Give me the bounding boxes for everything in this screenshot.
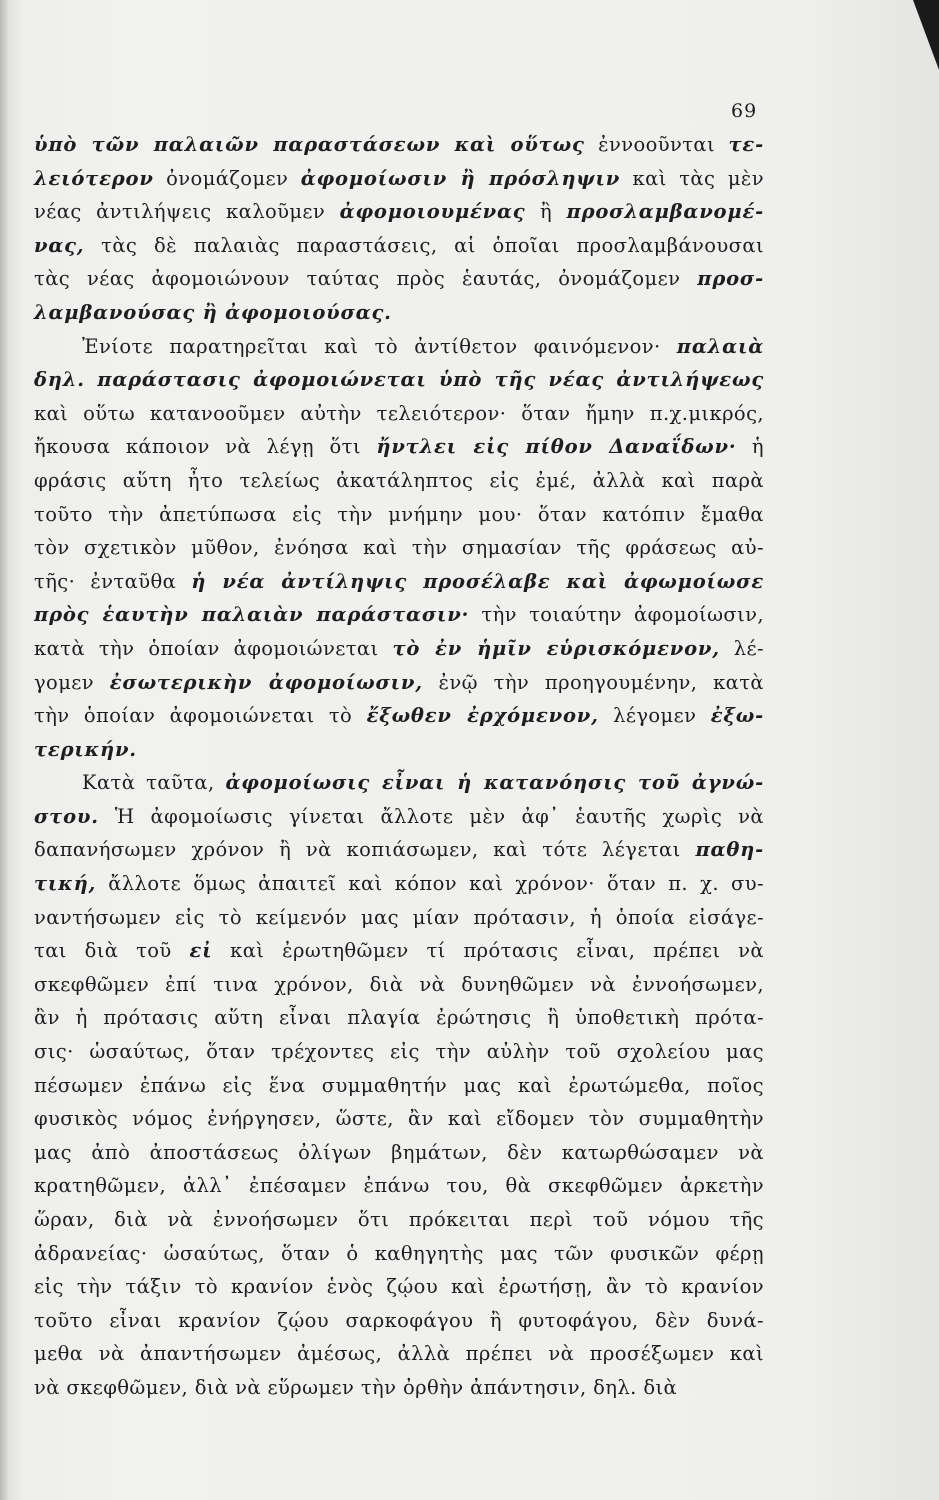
emphasis-run: ἀφομοιουμένας xyxy=(339,200,526,224)
text-run: ὥραν, διὰ νὰ ἐννοήσωμεν ὅτι πρόκειται περὶ τοῦ νόμου τῆς xyxy=(34,1208,764,1231)
text-line xyxy=(34,162,764,196)
text-run: ἄλλοτε ὅμως ἀπαιτεῖ καὶ κόπον καὶ χρόνον· ὅταν π. χ. συ- xyxy=(96,872,764,896)
text-line xyxy=(34,1304,764,1338)
text-line xyxy=(34,1102,764,1136)
text-line xyxy=(34,1203,764,1237)
page-number: 69 xyxy=(731,100,758,122)
text-line xyxy=(34,1001,764,1035)
emphasis-run: τική, xyxy=(34,872,97,896)
text-run: ὀνομάζομεν xyxy=(153,166,301,190)
text-line xyxy=(34,833,764,867)
emphasis-run: τε- xyxy=(728,133,764,156)
text-line xyxy=(34,766,764,800)
text-line xyxy=(34,968,764,1002)
text-run: ναντήσωμεν εἰς τὸ κείμενόν μας μίαν πρότασιν, ἡ ὁποία εἰσάγε- xyxy=(34,905,764,929)
text-line xyxy=(34,1169,764,1203)
text-run: τὴν τοιαύτην ἀφομοίωσιν, xyxy=(469,603,764,627)
text-run: κρατηθῶμεν, ἀλλ᾽ ἐπέσαμεν ἐπάνω του, θὰ σκεφθῶμεν ἀρκετὴν xyxy=(34,1174,764,1198)
text-run: ἀδρανείας· ὡσαύτως, ὅταν ὁ καθηγητὴς μας τῶν φυσικῶν φέρῃ xyxy=(34,1241,764,1265)
text-line xyxy=(34,363,764,397)
emphasis-run: ὑπὸ τῶν παλαιῶν παραστάσεων καὶ οὕτως xyxy=(34,133,585,156)
text-run: νὰ σκεφθῶμεν, διὰ νὰ εὕρωμεν τὴν ὀρθὴν ἀπάντησιν, δηλ. διὰ xyxy=(34,1375,678,1399)
text-run: Ἐνίοτε παρατηρεῖται καὶ τὸ ἀντίθετον φαινόμενον· xyxy=(82,334,677,358)
text-run: μας ἀπὸ ἀποστάσεως ὀλίγων βημάτων, δὲν κατωρθώσαμεν νὰ xyxy=(34,1140,764,1164)
text-run: σις· ὡσαύτως, ὅταν τρέχοντες εἰς τὴν αὐλὴν τοῦ σχολείου μας xyxy=(34,1040,764,1064)
text-run: πέσωμεν ἐπάνω εἰς ἕνα συμμαθητήν μας καὶ ἐρωτώμεθα, ποῖος xyxy=(34,1073,764,1097)
text-line xyxy=(34,531,764,565)
text-line xyxy=(34,699,764,733)
text-line xyxy=(34,195,764,229)
text-line xyxy=(34,733,764,767)
text-run: τῆς· ἐνταῦθα xyxy=(34,569,192,593)
text-line xyxy=(34,1136,764,1170)
text-line xyxy=(34,901,764,935)
text-run: ἐνῷ τὴν προηγουμένην, κατὰ xyxy=(422,670,764,694)
emphasis-run: τὸ ἐν ἡμῖν εὑρισκόμενον, xyxy=(392,636,720,660)
text-run: ἡ xyxy=(736,435,764,459)
emphasis-run: λαμβανούσας ἢ ἀφομοιούσας. xyxy=(34,300,392,324)
text-run: Κατὰ ταῦτα, xyxy=(82,771,226,795)
text-run: ται διὰ τοῦ xyxy=(34,939,190,963)
emphasis-run: ἀφομοίωσιν ἢ πρόσληψιν xyxy=(300,166,621,190)
emphasis-run: πρὸς ἑαυτὴν παλαιὰν παράστασιν· xyxy=(34,603,470,627)
text-line xyxy=(34,632,764,666)
text-run: γομεν xyxy=(34,670,110,694)
emphasis-run: ἀφομοίωσις εἶναι ἡ κατανόησις τοῦ ἀγνώ- xyxy=(225,771,764,795)
text-line xyxy=(34,1337,764,1371)
body-text xyxy=(34,128,764,1405)
text-run: Ἡ ἀφομοίωσις γίνεται ἄλλοτε μὲν ἀφ᾽ ἑαυτῆς χωρὶς νὰ xyxy=(98,804,764,828)
text-run: τὰς νέας ἀφομοιώνουν ταύτας πρὸς ἑαυτάς, ὀνομάζομεν xyxy=(34,267,698,291)
text-run: λέγομεν xyxy=(598,704,711,728)
text-run: λέ- xyxy=(719,636,764,660)
text-line xyxy=(34,598,764,632)
page-corner-dark xyxy=(913,0,939,70)
emphasis-run: παλαιὰ xyxy=(676,334,764,358)
text-line xyxy=(34,430,764,464)
text-line xyxy=(34,498,764,532)
emphasis-run: εἰ xyxy=(189,939,213,963)
text-run: καὶ ἐρωτηθῶμεν τί πρότασις εἶναι, πρέπει νὰ xyxy=(212,939,765,963)
text-run: νέας ἀντιλήψεις καλοῦμεν xyxy=(34,200,340,224)
emphasis-run: ἐσωτερικὴν ἀφομοίωσιν, xyxy=(109,670,423,694)
text-run: τοῦτο τὴν ἀπετύπωσα εἰς τὴν μνήμην μου· ὅταν κατόπιν ἔμαθα xyxy=(34,502,764,526)
text-run: μεθα νὰ ἀπαντήσωμεν ἀμέσως, ἀλλὰ πρέπει νὰ προσέξωμεν καὶ xyxy=(34,1342,764,1366)
text-run: φυσικὸς νόμος ἐνήργησεν, ὥστε, ἂν καὶ εἴδομεν τὸν συμμαθητὴν xyxy=(34,1107,764,1131)
emphasis-run: τερικήν. xyxy=(34,737,137,761)
emphasis-run: ἡ νέα ἀντίληψις προσέλαβε καὶ ἀφωμοίωσε xyxy=(191,569,764,593)
text-line xyxy=(34,330,764,364)
page-spine-shadow xyxy=(0,0,8,1500)
text-run: τὴν ὁποίαν ἀφομοιώνεται τὸ xyxy=(34,704,367,728)
emphasis-run: λειότερον xyxy=(34,166,154,190)
text-line xyxy=(34,1035,764,1069)
emphasis-run: ἔξωθεν ἐρχόμενον, xyxy=(366,704,599,728)
text-line xyxy=(34,1069,764,1103)
text-line xyxy=(34,464,764,498)
text-line xyxy=(34,397,764,431)
emphasis-run: δηλ. παράστασις ἀφομοιώνεται ὑπὸ τῆς νέας ἀντιλήψεως xyxy=(34,368,764,392)
text-line xyxy=(34,666,764,700)
text-run: τὰς δὲ παλαιὰς παραστάσεις, αἱ ὁποῖαι προσλαμβάνουσαι xyxy=(84,233,764,257)
text-line xyxy=(34,1371,764,1405)
text-run: σκεφθῶμεν ἐπί τινα χρόνον, διὰ νὰ δυνηθῶμεν νὰ ἐννοήσωμεν, xyxy=(34,972,764,996)
text-run: ἐννοοῦνται xyxy=(584,133,729,156)
emphasis-run: ἤντλει εἰς πίθον Δαναΐδων· xyxy=(376,435,737,459)
emphasis-run: παθη- xyxy=(695,838,764,862)
text-run: φράσις αὕτη ἦτο τελείως ἀκατάληπτος εἰς ἐμέ, ἀλλὰ καὶ παρὰ xyxy=(34,468,764,492)
text-line xyxy=(34,229,764,263)
text-line xyxy=(34,934,764,968)
emphasis-run: νας, xyxy=(34,233,85,257)
text-line xyxy=(34,867,764,901)
emphasis-run: ἐξω- xyxy=(710,704,764,728)
emphasis-run: προσ- xyxy=(697,267,764,291)
text-run: εἰς τὴν τάξιν τὸ κρανίον ἑνὸς ζῴου καὶ ἐρωτήσῃ, ἂν τὸ κρανίον xyxy=(34,1275,764,1299)
emphasis-run: στου. xyxy=(34,804,99,828)
text-line xyxy=(34,565,764,599)
text-line xyxy=(34,1237,764,1271)
text-run: τὸν σχετικὸν μῦθον, ἐνόησα καὶ τὴν σημασίαν τῆς φράσεως αὐ- xyxy=(34,536,764,560)
text-run: καὶ οὕτω κατανοοῦμεν αὐτὴν τελειότερον· ὅταν ἤμην π.χ.μικρός, xyxy=(34,401,764,425)
text-line xyxy=(34,296,764,330)
text-run: ἤκουσα κάποιον νὰ λέγῃ ὅτι xyxy=(34,435,377,459)
emphasis-run: προσλαμβανομέ- xyxy=(566,200,764,224)
text-run: κατὰ τὴν ὁποίαν ἀφομοιώνεται xyxy=(34,636,393,660)
text-line xyxy=(34,800,764,834)
text-run: δαπανήσωμεν χρόνον ἢ νὰ κοπιάσωμεν, καὶ τότε λέγεται xyxy=(34,838,696,862)
text-line xyxy=(34,128,764,162)
text-run: ἂν ἡ πρότασις αὕτη εἶναι πλαγία ἐρώτησις ἢ ὑποθετικὴ πρότα- xyxy=(34,1006,764,1030)
text-line xyxy=(34,1270,764,1304)
text-run: τοῦτο εἶναι κρανίον ζῴου σαρκοφάγου ἢ φυτοφάγου, δὲν δυνά- xyxy=(34,1308,764,1332)
text-line xyxy=(34,262,764,296)
text-run: ἢ xyxy=(525,200,567,224)
text-run: καὶ τὰς μὲν xyxy=(620,166,765,190)
